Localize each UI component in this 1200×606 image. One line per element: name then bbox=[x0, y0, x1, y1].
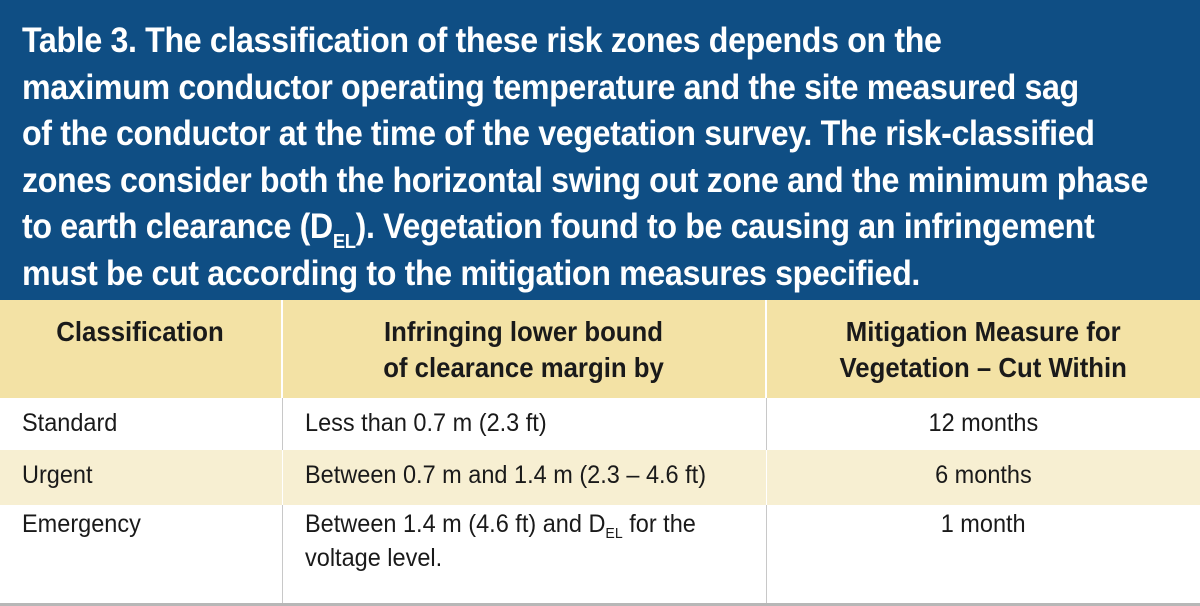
cell-text: for the bbox=[622, 510, 696, 538]
table-row bbox=[0, 505, 1200, 604]
cell-mitigation: 12 months bbox=[766, 398, 1200, 450]
risk-classification-table bbox=[0, 300, 1200, 604]
header-text: Classification bbox=[56, 316, 225, 347]
caption-line: zones consider both the horizontal swing out zone and the minimum phase bbox=[22, 160, 1148, 200]
cell-mitigation: 6 months bbox=[766, 450, 1200, 505]
subscript-el: EL bbox=[604, 525, 623, 542]
caption-line: maximum conductor operating temperature and the site measured sag bbox=[22, 67, 1079, 107]
header-text: Infringing lower bound bbox=[384, 316, 664, 347]
cell-mitigation: 1 month bbox=[766, 505, 1200, 604]
subscript-el: EL bbox=[332, 231, 356, 253]
table-header bbox=[0, 300, 1200, 398]
cell-text: Between 1.4 m (4.6 ft) and D bbox=[304, 510, 605, 538]
table-row bbox=[0, 398, 1200, 450]
caption-text: to earth clearance (D bbox=[22, 207, 333, 246]
cell-classification: Emergency bbox=[0, 505, 282, 604]
header-text: Mitigation Measure for bbox=[846, 316, 1121, 347]
caption-text: ). Vegetation found to be causing an infringement bbox=[355, 207, 1095, 246]
table-caption bbox=[0, 0, 1200, 300]
header-classification bbox=[0, 300, 282, 398]
cell-bound bbox=[282, 505, 766, 604]
cell-text: voltage level. bbox=[304, 544, 442, 572]
caption-line: must be cut according to the mitigation measures specified. bbox=[22, 253, 920, 293]
table-row bbox=[0, 450, 1200, 505]
cell-classification: Urgent bbox=[0, 450, 282, 505]
header-text: Vegetation – Cut Within bbox=[839, 352, 1128, 383]
cell-bound: Between 0.7 m and 1.4 m (2.3 – 4.6 ft) bbox=[282, 450, 766, 505]
caption-line bbox=[22, 204, 1095, 253]
caption-line: Table 3. The classification of these risk zones depends on the bbox=[22, 21, 942, 60]
header-text: of clearance margin by bbox=[383, 352, 665, 383]
header-clearance-bound bbox=[282, 300, 766, 398]
caption-line: of the conductor at the time of the vegetation survey. The risk-classified bbox=[22, 114, 1095, 153]
header-mitigation bbox=[766, 300, 1200, 398]
cell-classification: Standard bbox=[0, 398, 282, 450]
cell-bound: Less than 0.7 m (2.3 ft) bbox=[282, 398, 766, 450]
